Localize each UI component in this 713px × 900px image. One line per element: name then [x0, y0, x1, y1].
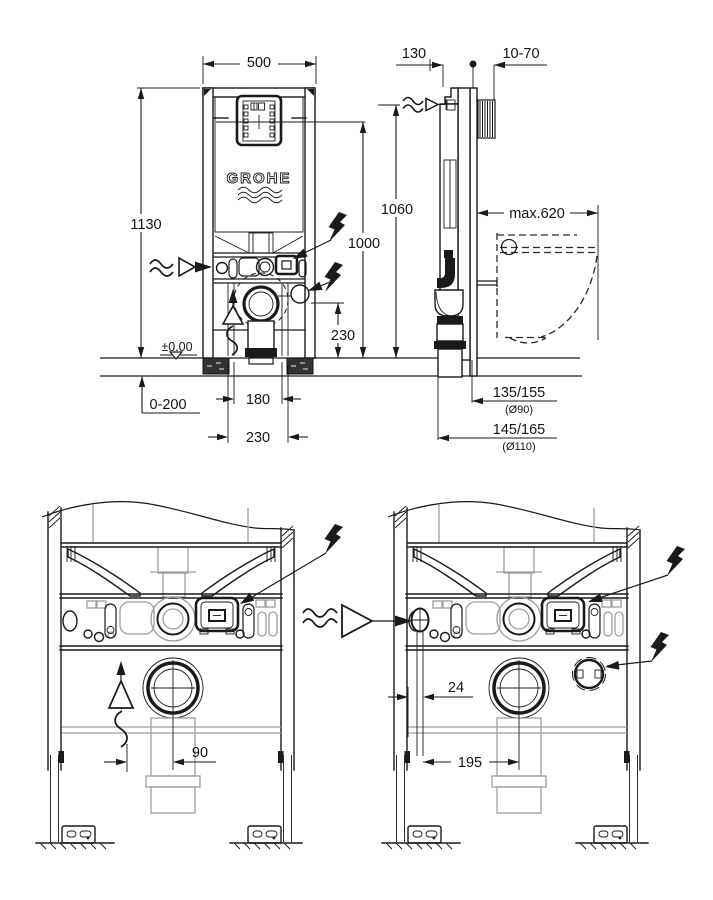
vent-icon — [109, 661, 133, 747]
lightning-icon — [291, 212, 347, 263]
dim-max-depth: max.620 — [509, 206, 565, 222]
dim-outlet-90: 135/155 — [492, 385, 546, 401]
dim-actuation-center: 1000 — [347, 236, 381, 252]
dim-floor-buildup: 0-200 — [149, 397, 187, 413]
floor-lines — [100, 358, 582, 376]
wall-reference-dot — [470, 61, 477, 68]
dim-outlet-110: 145/165 — [492, 422, 546, 438]
lightning-icon — [587, 546, 685, 606]
dim-span-inner: 180 — [245, 392, 271, 408]
flush-actuation-window — [237, 96, 281, 145]
wall-plate — [470, 88, 477, 376]
lightning-icon — [604, 632, 669, 671]
brand-text: GROHE — [226, 170, 292, 187]
water-supply-icon — [403, 98, 455, 113]
dim-outlet-90-dia: (Ø90) — [504, 404, 534, 416]
dim-inlet-to-drain: 195 — [457, 755, 483, 771]
water-supply-icon — [303, 605, 412, 637]
bottom-left-view — [36, 502, 302, 849]
dim-frame-height: 1130 — [130, 217, 162, 233]
dim-depth: 130 — [401, 46, 427, 62]
dim-outlet-110-dia: (Ø110) — [502, 441, 536, 453]
dim-actuation-top: 1060 — [380, 202, 414, 218]
dim-wall-clearance: 10-70 — [502, 46, 540, 62]
toilet-outline — [497, 233, 597, 343]
side-view — [403, 61, 497, 378]
front-view — [150, 88, 315, 374]
dim-frame-width: 500 — [246, 55, 272, 71]
dim-inlet-edge: 24 — [447, 680, 465, 696]
bottom-right-view — [382, 502, 648, 849]
grohe-logo — [226, 170, 291, 203]
vent-icon — [223, 289, 243, 355]
floor-level-label: ±0.00 — [161, 340, 193, 354]
bottom-left-extras — [104, 524, 343, 772]
dim-outlet-height: 230 — [330, 328, 356, 344]
wall-bracket — [478, 100, 495, 138]
dim-span-outer: 230 — [245, 430, 271, 446]
round-connector — [573, 658, 606, 691]
dim-vent-offset: 90 — [191, 745, 209, 761]
